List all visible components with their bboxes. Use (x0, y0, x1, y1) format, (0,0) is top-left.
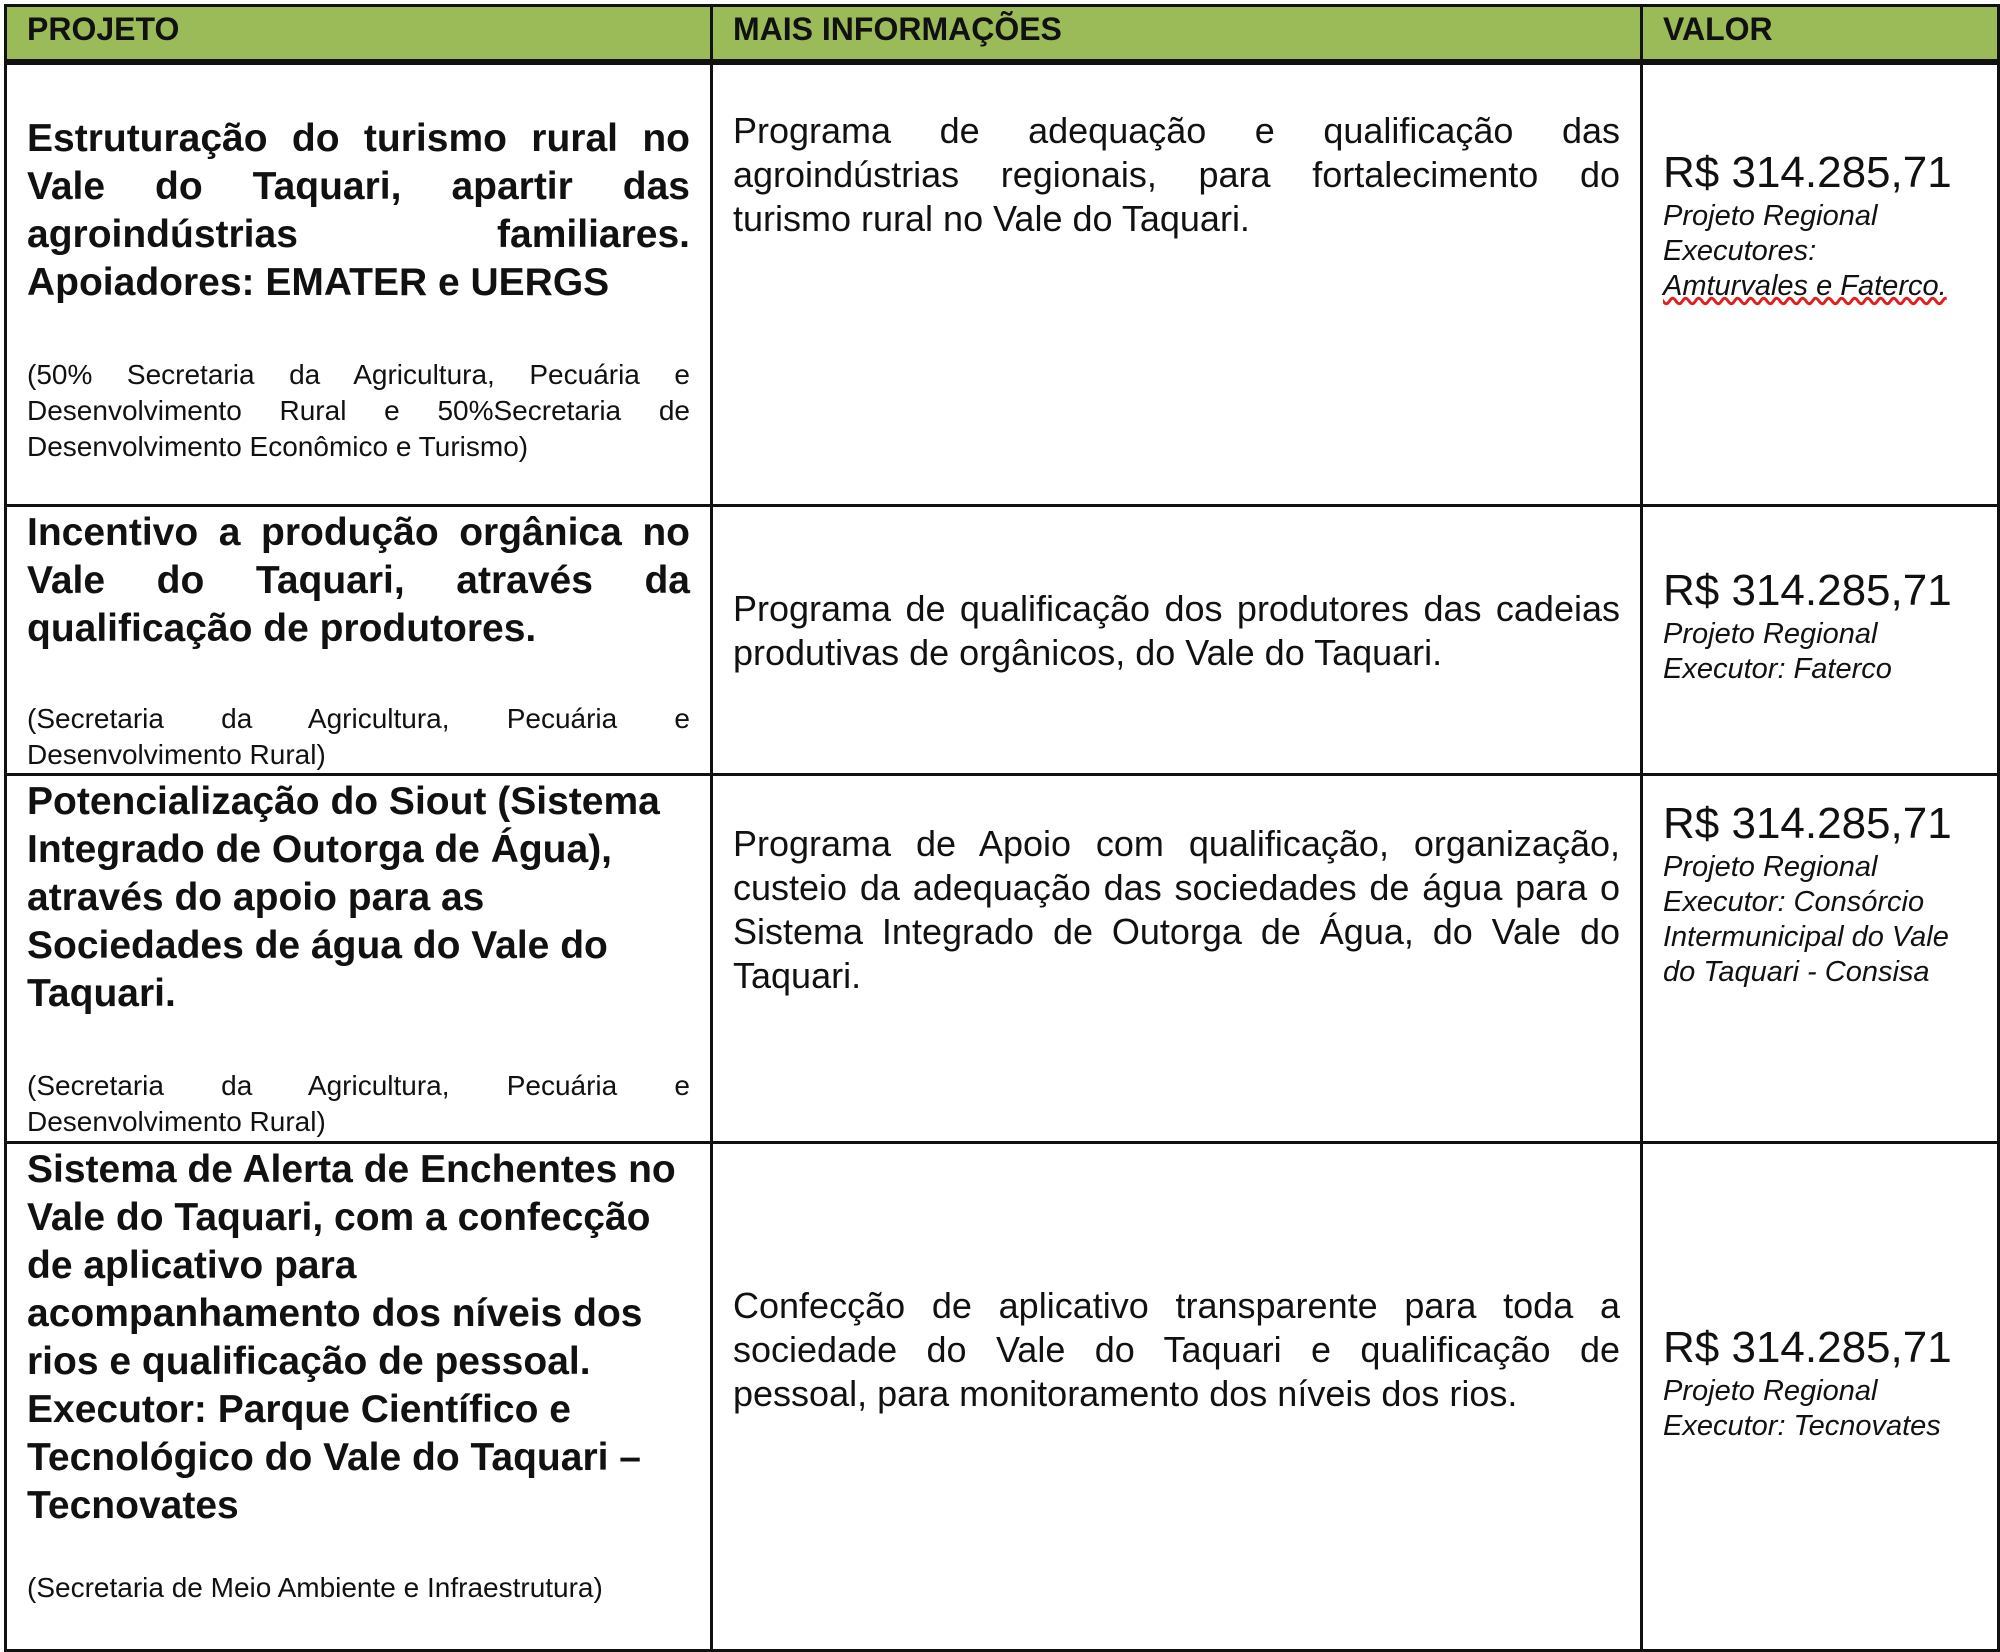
info-cell (712, 62, 1642, 506)
value-note: Projeto Regional (1663, 618, 1878, 650)
project-secretaria: (Secretaria da Agricultura, Pecuária e Desenvolvimento Rural) (27, 1070, 690, 1137)
value-note: Projeto Regional (1663, 1375, 1878, 1407)
header-valor: VALOR (1642, 6, 1999, 62)
value-cell (1642, 775, 1999, 1143)
info-cell (712, 506, 1642, 775)
info-text: Programa de qualificação dos produtores das cadeias produtivas de orgânicos, do Vale do Taquari. (733, 588, 1620, 673)
header-info: MAIS INFORMAÇÕES (712, 6, 1642, 62)
project-cell (6, 62, 712, 506)
value-note: Executor: Consórcio Intermunicipal do Vale do Taquari - Consisa (1663, 886, 1949, 988)
table-row (6, 506, 1999, 775)
value-cell (1642, 1143, 1999, 1651)
project-cell (6, 506, 712, 775)
value-amount: R$ 314.285,71 (1663, 147, 1952, 197)
value-cell (1642, 62, 1999, 506)
header-row (6, 6, 1999, 62)
project-title: Incentivo a produção orgânica no Vale do Taquari, através da qualificação de produtores. (27, 511, 690, 650)
value-note: Amturvales e Faterco. (1663, 269, 1947, 302)
value-note: Projeto Regional (1663, 851, 1878, 883)
value-note: Executor: Tecnovates (1663, 1410, 1941, 1442)
table-row (6, 775, 1999, 1143)
table-row (6, 62, 1999, 506)
value-amount: R$ 314.285,71 (1663, 1323, 1952, 1372)
project-title: Potencialização do Siout (Sistema Integrado de Outorga de Água), através do apoio para as Sociedades de água do Vale do Taquari. (27, 780, 660, 1015)
value-amount: R$ 314.285,71 (1663, 799, 1952, 848)
project-secretaria: (50% Secretaria da Agricultura, Pecuária e Desenvolvimento Rural e 50%Secretaria de Desenvolvimento Econômico e Turismo) (27, 358, 690, 462)
project-title: Estruturação do turismo rural no Vale do Taquari, apartir das agroindústrias familiares. Apoiadores: EMATER e UERGS (27, 116, 690, 304)
value-note: Projeto Regional (1663, 199, 1878, 232)
value-amount: R$ 314.285,71 (1663, 566, 1952, 615)
project-cell (6, 1143, 712, 1651)
info-cell (712, 1143, 1642, 1651)
info-cell (712, 775, 1642, 1143)
projects-table (4, 4, 2000, 1652)
value-cell (1642, 506, 1999, 775)
value-note: Executores: (1663, 234, 1817, 267)
project-title: Sistema de Alerta de Enchentes no Vale do Taquari, com a confecção de aplicativo para acompanhamento dos níveis dos rios e qualificação de pessoal. Executor: Parque Científico e Tecnológico do Vale do Taquari – Tecnovates (27, 1148, 676, 1527)
project-cell (6, 775, 712, 1143)
project-secretaria: (Secretaria da Agricultura, Pecuária e Desenvolvimento Rural) (27, 703, 690, 770)
info-text: Programa de Apoio com qualificação, organização, custeio da adequação das sociedades de água para o Sistema Integrado de Outorga de Água, do Vale do Taquari. (733, 823, 1620, 996)
project-secretaria: (Secretaria de Meio Ambiente e Infraestrutura) (27, 1572, 603, 1603)
info-text: Confecção de aplicativo transparente para toda a sociedade do Vale do Taquari e qualificação de pessoal, para monitoramento dos níveis dos rios. (733, 1285, 1620, 1414)
info-text: Programa de adequação e qualificação das agroindústrias regionais, para fortalecimento do turismo rural no Vale do Taquari. (733, 109, 1620, 239)
header-projeto: PROJETO (6, 6, 712, 62)
table-row (6, 1143, 1999, 1651)
value-note: Executor: Faterco (1663, 653, 1892, 685)
